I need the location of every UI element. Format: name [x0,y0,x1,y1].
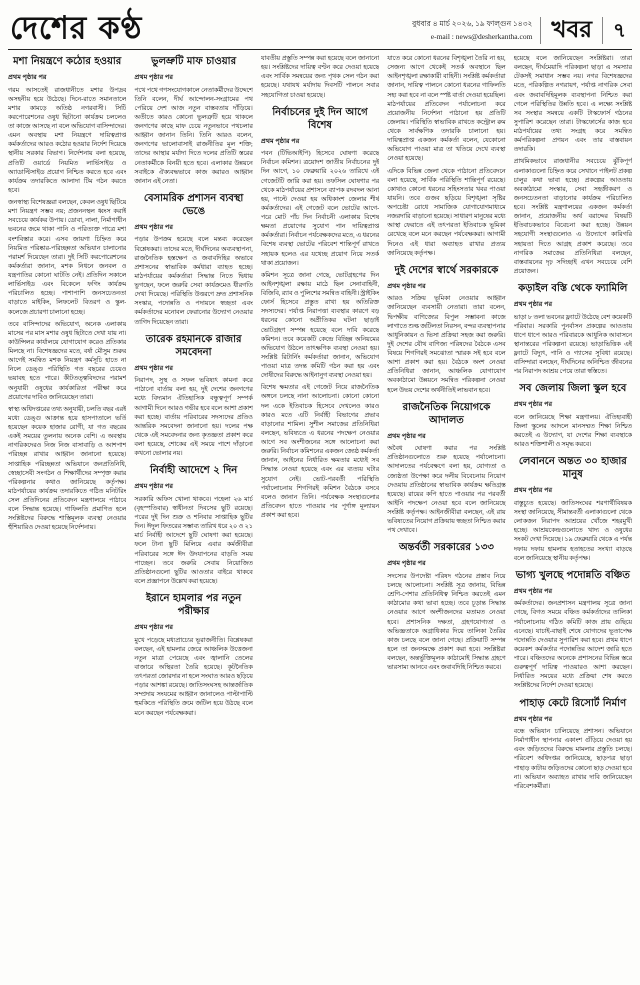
article [134,592,252,718]
column-2 [134,54,252,966]
article-paragraph: স্বাস্থ্য অধিদপ্তরের তথ্য অনুযায়ী, চলতি বছর এরই মধ্যে ডেঙ্গু আক্রান্ত হয়ে হাসপাতালে ভর্তি হয়েছেন কয়েক হাজার রোগী, যা গত বছরের একই সময়ের তুলনায় অনেক বেশি। এ অবস্থায় নাগরিকদেরও নিজ নিজ বাসাবাড়ি ও আশপাশ পরিচ্ছন্ন রাখার আহ্বান জানানো হয়েছে। সাপ্তাহিক পরিচ্ছন্নতা অভিযানে জনপ্রতিনিধি, স্বেচ্ছাসেবী সংগঠন ও শিক্ষার্থীদের সম্পৃক্ত করার পরিকল্পনার কথাও জানিয়েছে কর্তৃপক্ষ। মাঠপর্যায়ের কার্যক্রম তদারকিতে গঠিত মনিটরিং সেল প্রতিদিনের প্রতিবেদন মন্ত্রণালয়ে পাঠাবে বলে সিদ্ধান্ত হয়েছে। গাফিলতি প্রমাণিত হলে সংশ্লিষ্টদের বিরুদ্ধে শাস্তিমূলক ব্যবস্থা নেওয়ার হুঁশিয়ারিও দেওয়া হয়েছে নির্দেশনায়। [8,405,127,532]
column-3 [261,54,379,966]
date-block [412,18,540,44]
continued-from-front-kicker: প্রথম পৃষ্ঠার পর [260,137,300,145]
article-paragraph: মুখে পড়েছে মধ্যপ্রাচ্যের ভূরাজনীতি। বিশ্লেষকরা বলছেন, এই হামলার জেরে আঞ্চলিক উত্তেজনা নতুন মাত্রা পেয়েছে এবং জ্বালানি তেলের বাজারে অস্থিরতা তৈরি হয়েছে। কূটনৈতিক তৎপরতা জোরদার না হলে সংঘাত আরও ছড়িয়ে পড়ার আশঙ্কা রয়েছে। জাতিসংঘসহ আন্তর্জাতিক সম্প্রদায় সংযমের আহ্বান জানালেও পাল্টাপাল্টি হুমকিতে পরিস্থিতি ক্রমে জটিল হয়ে উঠছে বলে মনে করছেন পর্যবেক্ষকরা। [134,636,253,717]
article-headline: বেসামরিক প্রশাসন ব্যবস্থা ভেঙে [143,192,244,217]
article-headline: মশা নিয়ন্ত্রণে কঠোর হওয়ার [13,56,122,67]
article [261,106,379,521]
page-header [8,8,632,50]
article-body [261,54,379,100]
article-body [387,444,505,535]
article-paragraph: বন্ধে অভিযান চালিয়েছে প্রশাসন। অভিযানে নির্মাণাধীন স্থাপনার একাংশ গুঁড়িয়ে দেওয়া হয় এবং জড়িতদের বিরুদ্ধে মামলার প্রস্তুতি চলছে। পরিবেশ অধিদপ্তর জানিয়েছে, ছাড়পত্র ছাড়া পাহাড় কাটায় জড়িতদের কোনো ছাড় দেওয়া হবে না। অভিযান অব্যাহত রাখার দাবি জানিয়েছেন পরিবেশকর্মীরা। [513,728,632,790]
article-paragraph: বলে জানিয়েছে শিক্ষা মন্ত্রণালয়। ঐতিহ্যবাহী জিলা স্কুলের আদলে মানসম্মত শিক্ষা নিশ্চিত করতেই এ উদ্যোগ, যা দেশের শিক্ষা ব্যবস্থাকে আরও শক্তিশালী ও সমৃদ্ধ করবে। [513,413,632,449]
article-body [387,294,505,394]
article-paragraph: ভাড়া ৮ তলা ভবনের ফ্ল্যাটে উঠেছে বেশ কয়েকটি পরিবার। সরকারি পুনর্বাসন প্রকল্পের আওতায় ধাপে ধাপে আরও পরিবারকে আধুনিক আবাসনে স্থানান্তরের পরিকল্পনা রয়েছে। ভাড়াভিত্তিক এই ফ্ল্যাটে বিদ্যুৎ, পানি ও গ্যাসের সুবিধা রয়েছে। বাসিন্দারা বলছেন, দীর্ঘদিনের অনিশ্চিত জীবনের পর নিরাপদ আশ্রয় পেয়ে তারা স্বস্তিতে। [513,313,632,376]
article-body [261,149,379,520]
article [134,192,252,327]
article [8,55,126,533]
article-paragraph: সদস্যের উপদেষ্টা পরিষদ গঠনের প্রস্তাব নিয়ে চলছে আলোচনা। সংশ্লিষ্ট সূত্র জানায়, বিভিন্ন শ্রেণি-পেশার প্রতিনিধিত্ব নিশ্চিত করতেই এমন কাঠামোর কথা ভাবা হচ্ছে। তবে চূড়ান্ত সিদ্ধান্ত নেওয়ার আগে অংশীজনদের মতামত নেওয়া হবে। প্রশাসনিক দক্ষতা, গ্রহণযোগ্যতা ও অভিজ্ঞতাকে অগ্রাধিকার দিয়ে তালিকা তৈরির কাজ চলছে বলে জানা গেছে। প্রক্রিয়াটি সম্পন্ন হলে তা জনসমক্ষে প্রকাশ করা হবে। সংশ্লিষ্টরা বলছেন, অন্তর্ভুক্তিমূলক কাঠামোই সিদ্ধান্ত গ্রহণে ভারসাম্য আনবে এবং জবাবদিহি নিশ্চিত করবে। [387,572,506,672]
article-headline: কড়াইল বস্তি থেকে ফ্যামিলি [518,283,628,294]
article [387,401,505,536]
article-headline: সব জেলায় জিলা স্কুল হবে [519,383,627,395]
article-headline: ভাগ্য খুলছে পদোন্নতি বঞ্চিত [515,569,630,581]
article-headline: লেবাননে অন্তত ৩০ হাজার মানুষ [518,456,627,481]
article-paragraph: পথে পথে গণসংযোগকালে নেতাকর্মীদের উদ্দেশে তিনি বলেন, দীর্ঘ আন্দোলন-সংগ্রামের পথ পেরিয়ে দেশ আজ নতুন বাস্তবতায় দাঁড়িয়ে। অতীতে কারও কোনো ভুলত্রুটি হয়ে থাকলে জনগণের কাছে মাফ চেয়ে নতুনভাবে পথচলার আহ্বান জানান তিনি। তিনি আরও বলেন, জনগণের ভালোবাসাই রাজনীতির মূল শক্তি; তাদের আস্থার মর্যাদা দিতে দলের প্রতিটি স্তরের নেতাকর্মীকে বিনয়ী হতে হবে। এলাকার উন্নয়নে সবাইকে ঐক্যবদ্ধভাবে কাজ করারও আহ্বান জানান এই নেতা। [134,86,253,185]
article-paragraph: বিশেষ ক্ষমতার এই গেজেট নিয়ে রাজনৈতিক অঙ্গনে চলছে নানা আলোচনা। কোনো কোনো দল একে ইতিবাচক হিসেবে দেখলেও কারও কারও মতে এটি নির্বাহী বিভাগের প্রভাব বাড়ানোর শামিল। সুশীল সমাজের প্রতিনিধিরা বলছেন, ভবিষ্যতে এ ধরনের পদক্ষেপ নেওয়ার আগে সব অংশীজনের সঙ্গে আলোচনা করা জরুরি। নির্বাচন কমিশনের একজন জ্যেষ্ঠ কর্মকর্তা জানান, আইনের নির্ধারিত ক্ষমতার মধ্যেই সব সিদ্ধান্ত নেওয়া হয়েছে এবং এর ব্যত্যয় ঘটার সুযোগ নেই। ভোট-পরবর্তী পরিস্থিতি পর্যালোচনায় শিগগিরই কমিশন বৈঠকে বসবে বলেও জানান তিনি। পর্যবেক্ষক সংস্থাগুলোর প্রতিবেদন হাতে পাওয়ার পর পূর্ণাঙ্গ মূল্যায়ন প্রকাশ করা হবে। [260,384,380,519]
article [514,569,632,691]
article-headline: অন্তর্বর্তী সরকারের ১৩৩ [398,542,494,554]
article-paragraph: অবৈধ ঘোষণা করার পর সংশ্লিষ্ট প্রতিষ্ঠানগুলোতে শুরু হয়েছে পর্যালোচনা। আদালতের পর্যবেক্ষণে বলা হয়, যোগ্যতা ও জ্যেষ্ঠতা উপেক্ষা করে দলীয় বিবেচনায় নিয়োগ দেওয়ায় প্রতিষ্ঠানের স্বাভাবিক কার্যক্রম ক্ষতিগ্রস্ত হয়েছে। রায়ের কপি হাতে পাওয়ার পর পরবর্তী আইনি পদক্ষেপ নেওয়া হবে বলে জানিয়েছে সংশ্লিষ্ট কর্তৃপক্ষ। আইনজীবীরা বলছেন, এই রায় ভবিষ্যতের নিয়োগ প্রক্রিয়ায় স্বচ্ছতা নিশ্চিত করার পথ দেখাবে। [387,445,506,535]
article-headline: নির্বাচনের দুই দিন আগে বিশেষ [272,106,368,131]
continued-from-front-kicker: প্রথম পৃষ্ঠার পর [387,560,426,568]
article-paragraph: যাবতীয় প্রস্তুতি সম্পন্ন করা হয়েছে বলে জানানো হয়। সংশ্লিষ্টদের দায়িত্ব বণ্টন করে দেওয়া হয়েছে এবং সার্বিক সমন্বয়ের জন্য পৃথক সেল গঠন করা হয়েছে। যথাযথ মর্যাদায় দিবসটি পালনে সবার সহযোগিতা চাওয়া হয়েছে। [260,55,380,99]
continued-from-front-kicker: প্রথম পৃষ্ঠার পর [513,487,553,495]
article-body [387,54,505,258]
article-continuation [514,54,632,276]
article-paragraph: গরম আসতেই রাজধানীতে মশার উপদ্রব অসহনীয় হয়ে উঠেছে। দিনে-রাতে সমানতালে মশার কামড়ে অতিষ্ঠ নগরবাসী। সিটি করপোরেশনের ওষুধ ছিটানো কার্যক্রম চললেও তা কাজে আসছে না বলে অভিযোগ বাসিন্দাদের। এমন অবস্থায় মশা নিয়ন্ত্রণে দায়িত্বপ্রাপ্ত কর্মকর্তাদের আরও কঠোর হওয়ার নির্দেশ দিয়েছে স্থানীয় সরকার বিভাগ। নির্দেশনায় বলা হয়েছে, প্রতিটি ওয়ার্ডে নিয়মিত লার্ভিসাইড ও অ্যাডাল্টিসাইড প্রয়োগ নিশ্চিত করতে হবে এবং কার্যক্রম তদারকিতে আলাদা টিম গঠন করতে হবে। [8,86,127,194]
article-paragraph: কর্মকর্তাদের। জনপ্রশাসন মন্ত্রণালয় সূত্রে জানা গেছে, বিগত সময়ে বঞ্চিত কর্মকর্তাদের তালিকা পর্যালোচনায় গঠিত কমিটি কাজ প্রায় গুছিয়ে এনেছে। যাচাই-বাছাই শেষে যোগ্যদের ভূতাপেক্ষ পদোন্নতি দেওয়ার সুপারিশ করা হবে। প্রথম ধাপে কয়েকশ কর্মকর্তার পদোন্নতির আদেশ জারি হতে পারে। বঞ্চিতদের অনেকে প্রশাসনের বিভিন্ন স্তরে গুরুত্বপূর্ণ দায়িত্ব পাওয়ারও আশা করছেন। নির্ধারিত সময়ের মধ্যে প্রক্রিয়া শেষ করতে সংশ্লিষ্টদের নির্দেশ দেওয়া হয়েছে। [513,600,632,690]
article-body [134,376,252,458]
article [514,455,632,562]
newspaper-columns [8,54,632,966]
article-headline: ইরানে হামলার পর নতুন পরীক্ষার [145,593,242,617]
article-continuation [387,54,505,258]
article-paragraph: জনস্বাস্থ্য বিশেষজ্ঞরা বলছেন, কেবল ওষুধ ছিটিয়ে মশা নিয়ন্ত্রণ সম্ভব নয়; প্রজননস্থল ধ্বংস করাই সবচেয়ে কার্যকর উপায়। ডোবা, নালা, নির্মাণাধীন ভবনের জমে থাকা পানি ও পরিত্যক্ত পাত্রে মশা বংশবিস্তার করে। এসব জায়গা চিহ্নিত করে নিয়মিত পরিষ্কার-পরিচ্ছন্নতা অভিযান চালানোর পরামর্শ দিয়েছেন তারা। দুই সিটি করপোরেশনের কর্মকর্তারা জানান, মশক নিধনে জনবল ও যন্ত্রপাতির কোনো ঘাটতি নেই। প্রতিদিন সকালে লার্ভিসাইড এবং বিকেলে ফগিং কার্যক্রম পরিচালিত হচ্ছে। পাশাপাশি জনসচেতনতা বাড়াতে মাইকিং, লিফলেট বিতরণ ও স্কুল-কলেজে প্রচারণা চালানো হচ্ছে। [8,199,127,316]
continued-from-front-kicker: প্রথম পৃষ্ঠার পর [134,364,173,372]
article [387,264,505,395]
article-body [514,413,632,450]
column-1 [8,54,126,966]
article-paragraph: সরকারি অফিস খোলা থাকবে। পহেলা ২৬ মার্চ (বৃহস্পতিবার) স্বাধীনতা দিবসের ছুটি রয়েছে। পরের দুই দিন শুক্র ও শনিবার সাপ্তাহিক ছুটির দিন। ঈদুল ফিতরের সম্ভাব্য তারিখ ধরে ২০ ও ২১ মার্চ নির্বাহী আদেশে ছুটি ঘোষণা করা হয়েছে। ফলে টানা ছুটি মিলিয়ে এবার কর্মজীবীরা পরিবারের সঙ্গে ঈদ উদযাপনের বাড়তি সময় পাচ্ছেন। তবে জরুরি সেবায় নিয়োজিত প্রতিষ্ঠানগুলো ছুটির আওতার বাইরে থাকবে বলে প্রজ্ঞাপনে উল্লেখ করা হয়েছে। [134,495,253,585]
date-line: বুধবার ৪ মার্চ ২০২৬, ১৯ ফাল্গুন ১৪৩২ [412,18,533,28]
continued-from-front-kicker: প্রথম পৃষ্ঠার পর [134,223,173,231]
article-body [134,86,252,186]
article [514,697,632,791]
article-paragraph: পবন (টিভিআইপি) হিসেবে ঘোষণা করেছে নির্বাচন কমিশন। ত্রয়োদশ জাতীয় নির্বাচনের দুই দিন আগে, ১০ ফেব্রুয়ারি ২০২৬ তারিখে এই গেজেটটি জারি করা হয়। তফসিল ঘোষণার পর থেকে মাঠপর্যায়ের প্রশাসনে ব্যাপক রদবদল আনা হয়, পাল্টে দেওয়া হয় অধিকাংশ জেলার শীর্ষ কর্মকর্তাদের। এই গেজেট বলে ভোটের আগে-পরে মোট পাঁচ দিন নির্বাচনী এলাকায় বিশেষ ক্ষমতা প্রয়োগের সুযোগ পান দায়িত্বপ্রাপ্ত কর্মকর্তারা। নির্বাচন পর্যবেক্ষকদের মতে, এ ধরনের বিশেষ ব্যবস্থা ভোটের পরিবেশ শান্তিপূর্ণ রাখতে সহায়ক হলেও এর যথেচ্ছ প্রয়োগ নিয়ে সতর্ক থাকা প্রয়োজন। [260,150,380,267]
article [514,282,632,376]
continued-from-front-kicker: প্রথম পৃষ্ঠার পর [8,74,47,81]
article-body [134,235,252,326]
article-body [514,727,632,791]
article [514,382,632,449]
article-paragraph: তবে বাসিন্দাদের অভিযোগ, অনেক এলাকায় মাসের পর মাস মশার ওষুধ ছিটাতে দেখা যায় না। কাউন্সিলর কার্যালয়ে যোগাযোগ করেও প্রতিকার মিলছে না। বিশেষজ্ঞদের মতে, বর্ষা মৌসুম শুরুর আগেই সমন্বিত মশক নিয়ন্ত্রণ কর্মসূচি হাতে না নিলে ডেঙ্গু পরিস্থিতি গত বছরের চেয়েও ভয়াবহ হতে পারে। কীটতত্ত্ববিদদের পরামর্শ অনুযায়ী ওষুধের কার্যকারিতা পরীক্ষা করে প্রয়োগের দাবিও জানিয়েছেন তারা। [8,320,127,401]
article-body [387,572,505,672]
article-body [514,499,632,563]
continued-from-front-kicker: প্রথম পৃষ্ঠার পর [134,624,173,631]
article [134,464,252,586]
article-headline: পাহাড় কেটে রিসোর্ট নির্মাণ [519,697,627,709]
continued-from-front-kicker: প্রথম পৃষ্ঠার পর [134,74,173,81]
continued-from-front-kicker: প্রথম পৃষ্ঠার পর [513,587,553,595]
article-body [8,86,126,533]
section-label: খবর [540,17,603,44]
article-headline: দুই দেশের স্বার্থে সরকারকে [394,264,499,276]
article-paragraph: পড়ার উপক্রম হয়েছে বলে মন্তব্য করেছেন বিশ্লেষকরা। তাদের মতে, দীর্ঘদিনের অব্যবস্থাপনা, রাজনৈতিক হস্তক্ষেপ ও জবাবদিহির অভাবে প্রশাসনের স্বাভাবিক কর্মধারা ব্যাহত হচ্ছে। মাঠপর্যায়ের কর্মকর্তারা সিদ্ধান্ত নিতে দ্বিধায় ভুগছেন, ফলে জরুরি সেবা কার্যক্রমেও ধীরগতি দেখা দিয়েছে। পরিস্থিতি উত্তরণে দ্রুত প্রশাসনিক সংস্কার, পদোন্নতি ও পদায়নে স্বচ্ছতা এবং কর্মকর্তাদের মনোবল ফেরানোর উদ্যোগ নেওয়ার তাগিদ দিয়েছেন তারা। [134,236,253,326]
article-paragraph: বাস্তুচ্যুত হয়েছে। জাতিসংঘের শরণার্থীবিষয়ক সংস্থা জানিয়েছে, সীমান্তবর্তী এলাকাগুলো থেকে লোকজন নিরাপদ আশ্রয়ের খোঁজে শহরমুখী হচ্ছে। আশ্রয়কেন্দ্রগুলোতে খাদ্য ও ওষুধের সংকট দেখা দিয়েছে। ১৯ ফেব্রুয়ারি থেকে এ পর্যন্ত দফায় দফায় হামলায় হতাহতের সংখ্যা বাড়ছে বলে জানিয়েছে স্থানীয় কর্তৃপক্ষ। [513,499,632,562]
article-headline: রাজনৈতিক নিয়োগকে আদালত [402,401,491,426]
article-continuation [261,54,379,100]
article [134,55,252,186]
article-paragraph: হয়েছে বলে জানিয়েছেন সংশ্লিষ্টরা। তারা বলছেন, দীর্ঘমেয়াদি পরিকল্পনা ছাড়া এ সমস্যার টেকসই সমাধান সম্ভব নয়। নগর বিশেষজ্ঞদের মতে, পরিকল্পিত নগরায়ণ, পর্যাপ্ত নাগরিক সেবা এবং জবাবদিহিমূলক ব্যবস্থাপনা নিশ্চিত করা গেলে পরিস্থিতির উন্নতি হবে। এ লক্ষ্যে সংশ্লিষ্ট সব সংস্থার সমন্বয়ে একটি টাস্কফোর্স গঠনের সুপারিশ করেছেন তারা। টাস্কফোর্সের কাজ হবে মাঠপর্যায়ের তথ্য সংগ্রহ করে সমন্বিত কর্মপরিকল্পনা প্রণয়ন এবং তার বাস্তবায়ন তদারকি। [513,55,632,154]
article [134,333,252,459]
article-headline: নির্বাহী আদেশে ২ দিন [149,465,238,477]
continued-from-front-kicker: প্রথম পৃষ্ঠার পর [387,282,426,290]
article-body [134,495,252,586]
continued-from-front-kicker: প্রথম পৃষ্ঠার পর [134,483,173,491]
continued-from-front-kicker: প্রথম পৃষ্ঠার পর [387,432,426,440]
continued-from-front-kicker: প্রথম পৃষ্ঠার পর [513,715,553,723]
article-paragraph: নিরাপদ, সুস্থ ও সফল ভবিষ্যৎ কামনা করে পাঠানো বার্তায় বলা হয়, দুই দেশের জনগণের মধ্যে বিদ্যমান ঐতিহাসিক বন্ধুত্বপূর্ণ সম্পর্ক আগামী দিনে আরও গভীর হবে বলে আশা প্রকাশ করা হচ্ছে। বার্তায় পরিবারের সদস্যদের প্রতিও আন্তরিক সমবেদনা জানানো হয়। দলের পক্ষ থেকে এই সমবেদনার জন্য কৃতজ্ঞতা প্রকাশ করে বলা হয়েছে, শোকের এই সময়ে পাশে দাঁড়ানো কখনো ভোলার নয়। [134,377,253,458]
column-5 [514,54,632,966]
continued-from-front-kicker: প্রথম পৃষ্ঠার পর [513,401,553,409]
article [387,541,505,672]
header-right [412,17,630,44]
article-paragraph: আরও সক্রিয় ভূমিকা নেওয়ার আহ্বান জানিয়েছেন ব্যবসায়ী নেতারা। তারা বলেন, দ্বিপক্ষীয় বাণিজ্যের বিপুল সম্ভাবনা কাজে লাগাতে শুল্ক জটিলতা নিরসন, বন্দর ব্যবস্থাপনার আধুনিকায়ন ও ভিসা প্রক্রিয়া সহজ করা জরুরি। দুই দেশের যৌথ বাণিজ্য পরিষদের বৈঠকে এসব বিষয়ে শিগগিরই সমঝোতা স্মারক সই হবে বলে আশা প্রকাশ করা হয়। বৈঠকে অংশ নেওয়া প্রতিনিধিরা জানান, আঞ্চলিক যোগাযোগ অবকাঠামো উন্নয়নে সমন্বিত পরিকল্পনা নেওয়া হলে উভয় দেশের অর্থনীতিই লাভবান হবে। [387,295,506,394]
email-line: e-mail : news@desherkantha.com [430,31,533,41]
article-headline: তারেক রহমানকে রাজার সমবেদনা [145,333,242,358]
article-body [514,313,632,377]
article-paragraph: কমিশন সূত্রে জানা গেছে, ভোটগ্রহণের দিন আইনশৃঙ্খলা রক্ষায় মাঠে ছিল সেনাবাহিনী, বিজিবি, র‌্যাব ও পুলিশের সমন্বিত বাহিনী। স্ট্রাইকিং ফোর্স হিসেবে প্রস্তুত রাখা হয় অতিরিক্ত সদস্যদের। পর্যাপ্ত নিরাপত্তা ব্যবস্থার কারণে বড় ধরনের কোনো অপ্রীতিকর ঘটনা ছাড়াই ভোটগ্রহণ সম্পন্ন হয়েছে বলে দাবি করেছে কমিশন। তবে কয়েকটি কেন্দ্রে বিচ্ছিন্ন অনিয়মের অভিযোগ উঠলে তাৎক্ষণিক ব্যবস্থা নেওয়া হয়। সংশ্লিষ্ট রিটার্নিং কর্মকর্তারা জানান, অভিযোগ পাওয়া মাত্র তদন্ত কমিটি গঠন করা হয় এবং দোষীদের বিরুদ্ধে আইনানুগ ব্যবস্থা নেওয়া হয়। [260,271,380,380]
article-body [134,636,252,718]
article-paragraph: এদিকে বিভিন্ন জেলা থেকে পাঠানো প্রতিবেদনে বলা হয়েছে, সার্বিক পরিস্থিতি শান্তিপূর্ণ রয়েছে। কোথাও কোনো ধরনের সহিংসতার খবর পাওয়া যায়নি। তবে গুজব ছড়িয়ে বিশৃঙ্খলা সৃষ্টির অপচেষ্টা রোধে সামাজিক যোগাযোগমাধ্যমে নজরদারি বাড়ানো হয়েছে। সাধারণ মানুষের মধ্যে আস্থা ফেরাতে এই তৎপরতা ইতিবাচক ভূমিকা রেখেছে বলে মনে করছেন পর্যবেক্ষকরা। আগামী দিনেও এই ধারা অব্যাহত রাখার প্রত্যয় জানিয়েছে কর্তৃপক্ষ। [387,167,506,257]
masthead-title: দেশের কণ্ঠ [10,10,143,47]
article-paragraph: প্রাথমিকভাবে রাজধানীর সবচেয়ে ঝুঁকিপূর্ণ এলাকাগুলো চিহ্নিত করে সেখানে পাইলট প্রকল্প চালুর কথা ভাবা হচ্ছে। প্রকল্পের আওতায় অবকাঠামো সংস্কার, সেবা সহজীকরণ ও জনসচেতনতা বাড়ানোর কার্যক্রম পরিচালিত হবে। সংশ্লিষ্ট মন্ত্রণালয়ের একজন কর্মকর্তা জানান, প্রয়োজনীয় অর্থ বরাদ্দের বিষয়টি ইতিবাচকভাবে বিবেচনা করা হচ্ছে। উন্নয়ন সহযোগী সংস্থাগুলোও এ উদ্যোগে কারিগরি সহায়তা দিতে আগ্রহ প্রকাশ করেছে। তবে নাগরিক সমাজের প্রতিনিধিরা বলছেন, বাস্তবায়নের দৃঢ় সদিচ্ছাই এখন সবচেয়ে বেশি প্রয়োজন। [513,158,632,275]
article-headline: ভুলভ্রুটি মাফ চাওয়ার [151,56,237,67]
article-paragraph: যাতে করে কোনো ধরনের বিশৃঙ্খলা তৈরি না হয়, সেজন্য আগে থেকেই সতর্ক অবস্থানে ছিল আইনশৃঙ্খলা রক্ষাকারী বাহিনী। সংশ্লিষ্ট কর্মকর্তারা জানান, দায়িত্ব পালনে কোনো ধরনের গাফিলতি সহ্য করা হবে না বলে স্পষ্ট বার্তা দেওয়া হয়েছিল। মাঠপর্যায়ের প্রতিবেদন পর্যালোচনা করে প্রয়োজনীয় নির্দেশনা পাঠানো হয় প্রতিটি জেলায়। পরিস্থিতি স্বাভাবিক রাখতে কন্ট্রোল রুম থেকে সার্বক্ষণিক তদারকি চালানো হয়। দায়িত্বপ্রাপ্ত একজন কর্মকর্তা বলেন, যেকোনো অভিযোগ পাওয়া মাত্র তা খতিয়ে দেখে ব্যবস্থা নেওয়া হয়েছে। [387,55,506,163]
article-body [514,599,632,690]
column-4 [387,54,505,966]
continued-from-front-kicker: প্রথম পৃষ্ঠার পর [513,301,553,308]
page-number: ৭ [612,19,626,42]
article-body [514,54,632,276]
